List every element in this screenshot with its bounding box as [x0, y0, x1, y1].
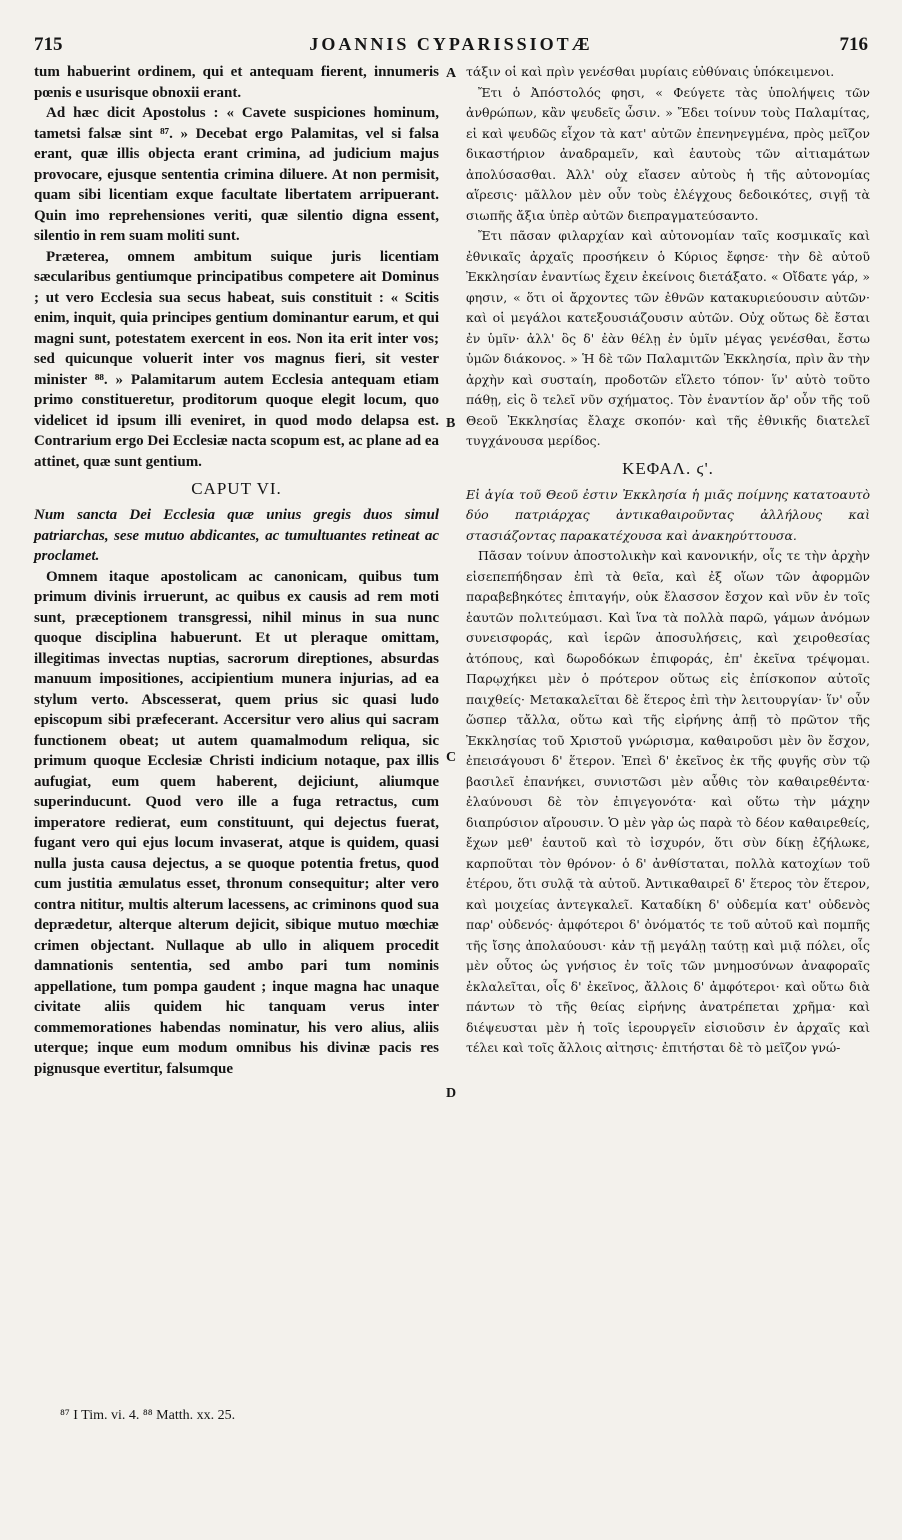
margin-letter-d: D [446, 1086, 457, 1101]
footnotes: ⁸⁷ I Tim. vi. 4. ⁸⁸ Matth. xx. 25. [60, 1408, 236, 1423]
latin-paragraph: Omnem itaque apostolicam ac canonicam, quibus tum primum divinis irruerunt, ac quibus ex causis ad rem moti sunt, præceptionem transgressi, nihil minus in sua nunc quoque disciplina habuerunt. Et ut pleraque omittam, illegitimas invectas nuptias, sacrorum direptiones, absurdas manuum impositiones, accipientium munera injurias, ad ea stylum verto. Abscesserat, quem prius sic quasi ludo episcopum sibi præfecerant. Accersitur vero alius qui sacram functionem obeat; ut autem quamalmodum reliqua, sic primum quoque Ecclesiæ Christi indicium notaque, pax illis aufugiat, eum quem haberent, dejiciunt, aliumque superinducunt. Quod vero ille a fuga retractus, cum imperatore redierat, eum constituunt, qui dejectus fuerat, fugant vero qui ejus locum invaserat, atque is quidem, quasi nulla justa causa dejectus, a se quoque potentia fretus, quod cum justitia æmulatus esset, thronum consequitur; alter vero contra nititur, multis alterum lacessens, ac criminons quod sua deprædetur, alterque alterum dejicit, sibique mutuo mœchiæ crimen objectant. Nullaque ab ullo in aliquem procedit damnationis sententia, sed ambo pari tum nominis appellatione, tum pompa gaudent ; inque magna hac unaque civitate aliis quidem hic tanquam verus inter commemorationes habendas nominatur, his vero alius, aliis uterque; inque eum modum omnibus his divinæ pacis res pignusque evertitur, falsumque [34, 568, 439, 1077]
running-head: JOANNIS CYPARISSIOTÆ [309, 34, 593, 54]
latin-paragraph: Præterea, omnem ambitum suique juris licentiam sæcularibus gentiumque principatibus competere ait Dominus ; ut vero Ecclesia sua secus habeat, suis constituit : « Scitis enim, inquit, quia principes gentium dominantur earum, et qui magni sunt, potestatem exercent in eos. Non ita erit inter vos; sed quicunque voluerit inter vos magnus fieri, sit vester minister ⁸⁸. » Palamitarum autem Ecclesia antequam etiam primo constitueretur, proditorum quoque elegit locum, quo videlicet id ipsum illi eveniret, in quod modo delapsa est. Contrarium ergo Dei Ecclesiæ nacta scopum est, ac plane ad ea attinet, quæ sunt gentium. [34, 248, 439, 470]
latin-chapter-title: CAPUT VI. [191, 479, 282, 498]
latin-chapter-summary: Num sancta Dei Ecclesia quæ unius gregis duos simul patriarchas, sese mutuo abdicantes, ac tumultuantes retineat ac proclamet. [34, 507, 439, 564]
latin-paragraph: Ad hæc dicit Apostolus : « Cavete suspiciones hominum, tametsi falsæ sint ⁸⁷. » Decebat ergo Palamitas, vel si falsa erant, quæ illis objecta erant crimina, ad judicium majus provocare, ejusque sententia crimina diluere. At non permisit, quam sibi licentiam exque facultate libertatem arripuerant. Quin imo reprehensiones veriti, quæ silentio digna essent, silentio in rem suam moliti sunt. [34, 105, 439, 244]
latin-paragraph: tum habuerint ordinem, qui et antequam fierent, innumeris pœnis e usurisque obnoxii erant. [34, 64, 439, 101]
margin-letter-a: A [446, 66, 457, 81]
greek-paragraph: τάξιν οἱ καὶ πρὶν γενέσθαι μυρίαις εὐθύναις ὑπόκειμενοι. [466, 64, 835, 79]
page-number-left: 715 [34, 34, 63, 55]
greek-chapter-title: ΚΕΦΑΛ. ϛ'. [622, 458, 714, 478]
margin-letter-c: C [446, 750, 457, 765]
margin-letter-b: B [446, 416, 456, 431]
greek-paragraph: Πᾶσαν τοίνυν ἀποστολικὴν καὶ κανονικήν, οἷς τε τὴν ἀρχὴν εἰσεπεπήδησαν ἐπὶ τὰ θεῖα, καὶ ἐξ οἵων τῶν ἀφορμῶν παραβεβηκότες ἐπιταγήν, οὐκ ἔλασσον ἔσχον καὶ νῦν ἐν τοῖς ἑαυτῶν πολιτεύμασι. Καὶ ἵνα τὰ πολλὰ παρῶ, γάμων ἀνόμων συνεισφοράς, καὶ ἱερῶν ἀποσυλήσεις, καὶ χειροθεσίας ἀτόπους, καὶ δωροδόκων ἐπιφοράς, ἐπ' ἐκεῖνα τρέψομαι. Παρῳχήκει μὲν ὁ πρότερον οὕτως εἰς ἐπίσκοπον αὐτοῖς παιχθείς· Μετακαλεῖται δὲ ἕτερος ἐπὶ τὴν λειτουργίαν· ἵν' οὖν ὥσπερ τἄλλα, οὕτω καὶ τῆς εἰρήνης ἀπῇ τὸ πρῶτον τῆς Ἐκκλησίας τοῦ Χριστοῦ γνώρισμα, καθαιροῦσι μὲν ὃν ἔσχον, ἐπεισάγουσι δ' ἕτερον. Ἐπεὶ δ' ἐκεῖνος ἐκ τῆς φυγῆς σὺν τῷ βασιλεῖ ἐπανήκει, συνιστῶσι μὲν αὖθις τὸν καθαιρεθέντα· ἐλαύνουσι δὲ τὸν ἐπιγεγονότα· καὶ οὕτω τὴν μάχην διαπρύσιον αἴρουσιν. Ὁ μὲν γὰρ ὡς παρὰ τὸ δέον καθαιρεθείς, ἔχων μεθ' ἑαυτοῦ καὶ τὸ ἰσχυρόν, ὅτι σὺν δίκῃ ἐζήλωκε, καρποῦται τὸν θρόνον· ὁ δ' ἀνθίσταται, πολλὰ κατοχίων τοῦ ἑτέρου, ὅτι συλᾷ τὰ αὐτοῦ. Ἀντικαθαιρεῖ δ' ἕτερος τὸν ἕτερον, καὶ μοιχείας ἀντεγκαλεῖ. Καταδίκη δ' οὐδεμία κατ' οὐδενὸς παρ' οὐδενός· ἀμφότεροι δ' ὀνόματός τε τοῦ αὐτοῦ καὶ πομπῆς τῆς ἴσης ἀπολαύουσι· κἀν τῇ μεγάλῃ ταύτῃ καὶ μιᾷ πόλει, οἷς μὲν οὗτος ὡς γνήσιος ἐν τοῖς τῶν μνημοσύνων ἀναφοραῖς ἐκλαλεῖται, οἷς δ' ἐκεῖνος, ἄλλοις δ' ἀμφότεροι· καὶ οὕτω διὰ πάντων τὸ τῆς θείας εἰρήνης ἀνατρέπεται χρῆμα· καὶ διέψευσται μὲν ἡ τοῖς ἱερουργεῖν εἰσιοῦσιν ἐν ἀρχαῖς καὶ τέλει καὶ τοῖς ἄλλοις αἰτησις· ἐπιτήσται δὲ τὸ μεῖζον γνώ- [466, 548, 870, 1055]
latin-column [34, 62, 439, 1079]
greek-column [466, 62, 870, 1059]
greek-paragraph: Ἔτι πᾶσαν φιλαρχίαν καὶ αὐτονομίαν ταῖς κοσμικαῖς καὶ ἐθνικαῖς ἀρχαῖς προσήκειν ὁ Κύριος ἔφησε· τὴν δὲ αὐτοῦ Ἐκκλησίαν ἐναντίως ἔχειν ἐκείνοις διετάξατο. « Οἴδατε γάρ, » φησιν, « ὅτι οἱ ἄρχοντες τῶν ἐθνῶν κατακυριεύουσιν αὐτῶν· καὶ οἱ μεγάλοι κατεξουσιάζουσιν αὐτῶν. Οὐχ οὕτως δὲ ἔσται ἐν ὑμῖν· ἀλλ' ὃς δ' ἐὰν θέλῃ ἐν ὑμῖν μέγας γενέσθαι, ἔστω ὑμῶν διάκονος. » Ἡ δὲ τῶν Παλαμιτῶν Ἐκκλησία, πρὶν ἂν τὴν ἀρχὴν καὶ συσταίη, προδοτῶν εἵλετο τόπον· ἵν' αὐτὸ τοῦτο πάθῃ, εἰς ὃ τελεῖ νῦν σχήματος. Τὸν ἐναντίον ἄρ' οὖν τῆς τοῦ Θεοῦ Ἐκκλησίας ἔλαχε σκοπόν· καὶ τῆς ἐθνικῆς διατελεῖ τυγχάνουσα μερίδος. [466, 228, 870, 448]
greek-chapter-summary: Εἰ ἁγία τοῦ Θεοῦ ἐστιν Ἐκκλησία ἡ μιᾶς ποίμνης κατατοαυτὸ δύο πατριάρχας ἀντικαθαιροῦντας ἀλλήλους καὶ στασιάζοντας παρακατέχουσα καὶ ἀνακηρύττουσα. [466, 486, 870, 543]
greek-paragraph: Ἔτι ὁ Ἀπόστολός φησι, « Φεύγετε τὰς ὑπολήψεις τῶν ἀνθρώπων, κἂν ψευδεῖς ὦσιν. » Ἔδει τοίνυν τοὺς Παλαμίτας, εἰ καὶ ψευδῶς εἶχον τὰ κατ' αὐτῶν ἐπενηνεγμένα, πρὸς μεῖζον δικαστήριον ἀναδραμεῖν, καὶ ἑαυτοὺς τῶν αἰτιαμάτων ἀπολύσασθαι. Ἀλλ' οὐχ εἴασεν αὐτοὺς ἡ τῆς αὐτονομίας αἵρεσις· μᾶλλον μὲν οὖν τοὺς ἐλέγχους δεδοικότες, σιγῇ τὰ σιωπῆς ἄξια ὑπὲρ αὐτῶν διεπραγματεύσαντο. [466, 84, 870, 223]
page-number-right: 716 [839, 34, 868, 55]
